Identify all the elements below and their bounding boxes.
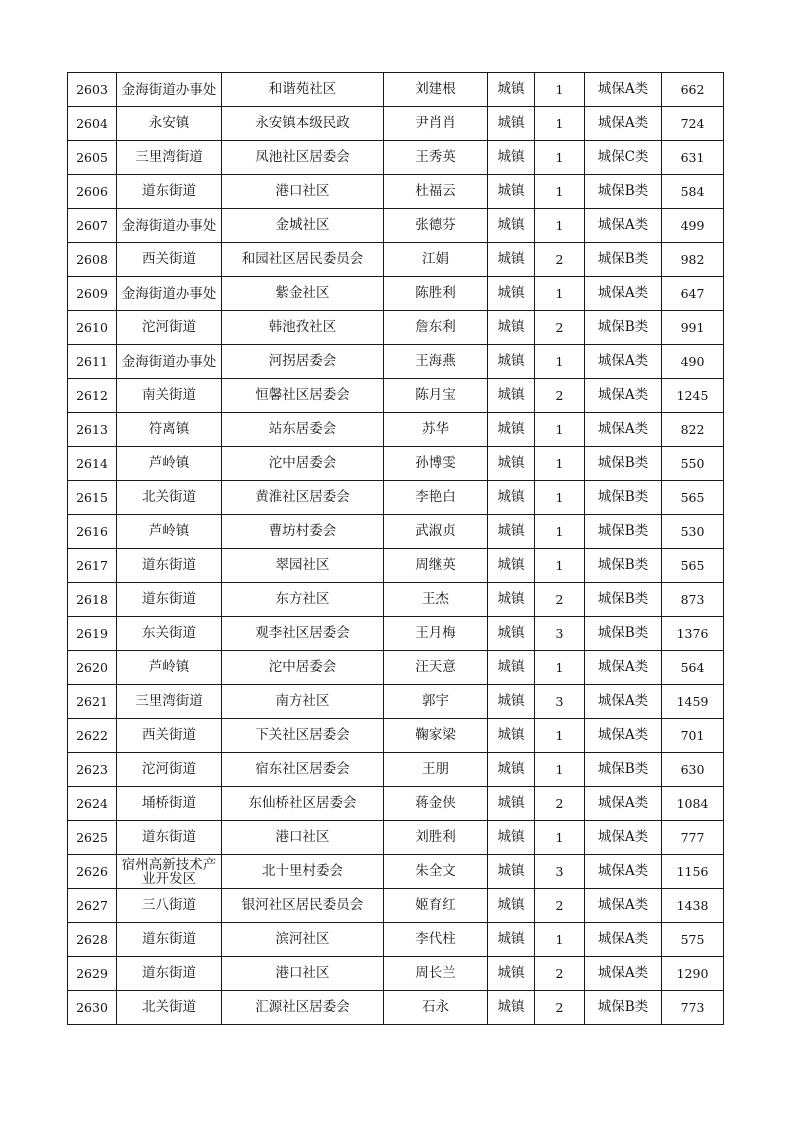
amount-cell: 565 [662,481,724,515]
count-cell: 2 [535,311,585,345]
table-row [68,855,724,889]
serial-number-cell: 2627 [68,889,117,923]
serial-number-cell: 2623 [68,753,117,787]
count-cell: 3 [535,617,585,651]
table-row [68,889,724,923]
street-cell: 芦岭镇 [117,515,222,549]
count-cell: 2 [535,583,585,617]
count-cell: 1 [535,447,585,481]
area-cell: 城镇 [488,991,535,1025]
name-cell: 刘建根 [384,73,488,107]
type-cell: 城保B类 [585,243,662,277]
type-cell: 城保B类 [585,447,662,481]
area-cell: 城镇 [488,107,535,141]
table-row [68,719,724,753]
serial-number-cell: 2630 [68,991,117,1025]
serial-number-cell: 2604 [68,107,117,141]
table-row [68,753,724,787]
table-row [68,651,724,685]
name-cell: 陈胜利 [384,277,488,311]
type-cell: 城保B类 [585,753,662,787]
name-cell: 石永 [384,991,488,1025]
type-cell: 城保B类 [585,617,662,651]
street-cell: 符离镇 [117,413,222,447]
table-row [68,379,724,413]
type-cell: 城保A类 [585,209,662,243]
amount-cell: 530 [662,515,724,549]
name-cell: 姬育红 [384,889,488,923]
area-cell: 城镇 [488,923,535,957]
serial-number-cell: 2611 [68,345,117,379]
area-cell: 城镇 [488,243,535,277]
name-cell: 江娟 [384,243,488,277]
amount-cell: 777 [662,821,724,855]
community-cell: 和园社区居民委员会 [222,243,384,277]
type-cell: 城保A类 [585,73,662,107]
count-cell: 1 [535,277,585,311]
count-cell: 1 [535,753,585,787]
type-cell: 城保A类 [585,685,662,719]
type-cell: 城保B类 [585,549,662,583]
type-cell: 城保A类 [585,345,662,379]
serial-number-cell: 2610 [68,311,117,345]
type-cell: 城保A类 [585,379,662,413]
type-cell: 城保A类 [585,957,662,991]
serial-number-cell: 2603 [68,73,117,107]
area-cell: 城镇 [488,311,535,345]
area-cell: 城镇 [488,889,535,923]
type-cell: 城保B类 [585,311,662,345]
table-row [68,277,724,311]
area-cell: 城镇 [488,685,535,719]
name-cell: 朱全文 [384,855,488,889]
count-cell: 1 [535,107,585,141]
community-cell: 港口社区 [222,821,384,855]
area-cell: 城镇 [488,787,535,821]
area-cell: 城镇 [488,209,535,243]
area-cell: 城镇 [488,651,535,685]
community-cell: 永安镇本级民政 [222,107,384,141]
street-cell: 三里湾街道 [117,685,222,719]
street-cell: 道东街道 [117,549,222,583]
street-cell: 沱河街道 [117,311,222,345]
amount-cell: 873 [662,583,724,617]
serial-number-cell: 2616 [68,515,117,549]
amount-cell: 564 [662,651,724,685]
area-cell: 城镇 [488,413,535,447]
amount-cell: 701 [662,719,724,753]
community-cell: 北十里村委会 [222,855,384,889]
count-cell: 1 [535,515,585,549]
name-cell: 孙博雯 [384,447,488,481]
serial-number-cell: 2625 [68,821,117,855]
area-cell: 城镇 [488,73,535,107]
community-cell: 沱中居委会 [222,651,384,685]
count-cell: 2 [535,957,585,991]
area-cell: 城镇 [488,379,535,413]
count-cell: 1 [535,549,585,583]
area-cell: 城镇 [488,141,535,175]
type-cell: 城保A类 [585,855,662,889]
serial-number-cell: 2606 [68,175,117,209]
community-cell: 黄淮社区居委会 [222,481,384,515]
name-cell: 李代柱 [384,923,488,957]
serial-number-cell: 2605 [68,141,117,175]
serial-number-cell: 2609 [68,277,117,311]
community-cell: 韩池孜社区 [222,311,384,345]
table-row [68,685,724,719]
amount-cell: 499 [662,209,724,243]
name-cell: 李艳白 [384,481,488,515]
street-cell: 道东街道 [117,583,222,617]
community-cell: 汇源社区居委会 [222,991,384,1025]
street-cell: 沱河街道 [117,753,222,787]
type-cell: 城保A类 [585,651,662,685]
count-cell: 1 [535,821,585,855]
area-cell: 城镇 [488,175,535,209]
name-cell: 杜福云 [384,175,488,209]
area-cell: 城镇 [488,583,535,617]
count-cell: 2 [535,991,585,1025]
type-cell: 城保B类 [585,175,662,209]
count-cell: 1 [535,73,585,107]
table-row [68,821,724,855]
community-cell: 滨河社区 [222,923,384,957]
type-cell: 城保B类 [585,583,662,617]
community-cell: 紫金社区 [222,277,384,311]
table-row [68,141,724,175]
name-cell: 王海燕 [384,345,488,379]
name-cell: 王月梅 [384,617,488,651]
amount-cell: 647 [662,277,724,311]
name-cell: 苏华 [384,413,488,447]
type-cell: 城保B类 [585,991,662,1025]
serial-number-cell: 2612 [68,379,117,413]
name-cell: 周长兰 [384,957,488,991]
table-row [68,787,724,821]
type-cell: 城保C类 [585,141,662,175]
street-cell: 西关街道 [117,243,222,277]
table-row [68,311,724,345]
serial-number-cell: 2624 [68,787,117,821]
street-cell: 金海街道办事处 [117,209,222,243]
amount-cell: 1376 [662,617,724,651]
count-cell: 3 [535,855,585,889]
amount-cell: 662 [662,73,724,107]
serial-number-cell: 2613 [68,413,117,447]
count-cell: 1 [535,923,585,957]
street-cell: 道东街道 [117,923,222,957]
area-cell: 城镇 [488,447,535,481]
street-cell: 北关街道 [117,481,222,515]
amount-cell: 982 [662,243,724,277]
table-body [68,73,724,1025]
area-cell: 城镇 [488,957,535,991]
community-cell: 宿东社区居委会 [222,753,384,787]
count-cell: 1 [535,481,585,515]
name-cell: 王杰 [384,583,488,617]
type-cell: 城保A类 [585,107,662,141]
table-row [68,175,724,209]
community-cell: 曹坊村委会 [222,515,384,549]
area-cell: 城镇 [488,617,535,651]
community-cell: 银河社区居民委员会 [222,889,384,923]
count-cell: 1 [535,345,585,379]
amount-cell: 724 [662,107,724,141]
name-cell: 刘胜利 [384,821,488,855]
amount-cell: 584 [662,175,724,209]
count-cell: 1 [535,651,585,685]
street-cell: 金海街道办事处 [117,345,222,379]
amount-cell: 1245 [662,379,724,413]
community-cell: 港口社区 [222,175,384,209]
amount-cell: 991 [662,311,724,345]
community-cell: 恒馨社区居委会 [222,379,384,413]
community-cell: 南方社区 [222,685,384,719]
type-cell: 城保A类 [585,821,662,855]
type-cell: 城保B类 [585,481,662,515]
street-cell: 埇桥街道 [117,787,222,821]
serial-number-cell: 2622 [68,719,117,753]
street-cell: 宿州高新技术产业开发区 [117,855,222,889]
count-cell: 1 [535,175,585,209]
type-cell: 城保A类 [585,277,662,311]
count-cell: 2 [535,379,585,413]
community-cell: 和谐苑社区 [222,73,384,107]
table-row [68,991,724,1025]
street-cell: 芦岭镇 [117,651,222,685]
type-cell: 城保B类 [585,515,662,549]
name-cell: 王朋 [384,753,488,787]
area-cell: 城镇 [488,821,535,855]
area-cell: 城镇 [488,855,535,889]
area-cell: 城镇 [488,345,535,379]
amount-cell: 1290 [662,957,724,991]
community-cell: 河拐居委会 [222,345,384,379]
amount-cell: 631 [662,141,724,175]
street-cell: 三八街道 [117,889,222,923]
area-cell: 城镇 [488,753,535,787]
serial-number-cell: 2615 [68,481,117,515]
records-table [67,72,724,1025]
serial-number-cell: 2620 [68,651,117,685]
table-row [68,957,724,991]
name-cell: 周继英 [384,549,488,583]
type-cell: 城保A类 [585,787,662,821]
type-cell: 城保A类 [585,719,662,753]
amount-cell: 1459 [662,685,724,719]
count-cell: 2 [535,889,585,923]
community-cell: 下关社区居委会 [222,719,384,753]
area-cell: 城镇 [488,481,535,515]
community-cell: 东方社区 [222,583,384,617]
street-cell: 金海街道办事处 [117,73,222,107]
street-cell: 道东街道 [117,821,222,855]
community-cell: 东仙桥社区居委会 [222,787,384,821]
count-cell: 1 [535,413,585,447]
street-cell: 东关街道 [117,617,222,651]
community-cell: 沱中居委会 [222,447,384,481]
street-cell: 芦岭镇 [117,447,222,481]
amount-cell: 550 [662,447,724,481]
street-cell: 金海街道办事处 [117,277,222,311]
name-cell: 汪天意 [384,651,488,685]
serial-number-cell: 2629 [68,957,117,991]
table-row [68,481,724,515]
serial-number-cell: 2619 [68,617,117,651]
serial-number-cell: 2618 [68,583,117,617]
count-cell: 1 [535,209,585,243]
table-row [68,923,724,957]
name-cell: 蒋金侠 [384,787,488,821]
amount-cell: 1084 [662,787,724,821]
community-cell: 港口社区 [222,957,384,991]
count-cell: 1 [535,719,585,753]
amount-cell: 630 [662,753,724,787]
community-cell: 金城社区 [222,209,384,243]
table-row [68,243,724,277]
amount-cell: 1438 [662,889,724,923]
street-cell: 南关街道 [117,379,222,413]
area-cell: 城镇 [488,515,535,549]
table-row [68,515,724,549]
name-cell: 詹东利 [384,311,488,345]
street-cell: 三里湾街道 [117,141,222,175]
serial-number-cell: 2628 [68,923,117,957]
table-row [68,107,724,141]
serial-number-cell: 2617 [68,549,117,583]
table-row [68,447,724,481]
count-cell: 2 [535,243,585,277]
amount-cell: 773 [662,991,724,1025]
amount-cell: 1156 [662,855,724,889]
type-cell: 城保A类 [585,413,662,447]
community-cell: 站东居委会 [222,413,384,447]
type-cell: 城保A类 [585,889,662,923]
street-cell: 西关街道 [117,719,222,753]
amount-cell: 575 [662,923,724,957]
area-cell: 城镇 [488,277,535,311]
street-cell: 道东街道 [117,957,222,991]
name-cell: 张德芬 [384,209,488,243]
name-cell: 陈月宝 [384,379,488,413]
area-cell: 城镇 [488,719,535,753]
amount-cell: 822 [662,413,724,447]
street-cell: 北关街道 [117,991,222,1025]
table-row [68,549,724,583]
area-cell: 城镇 [488,549,535,583]
table-row [68,413,724,447]
serial-number-cell: 2607 [68,209,117,243]
serial-number-cell: 2626 [68,855,117,889]
name-cell: 王秀英 [384,141,488,175]
type-cell: 城保A类 [585,923,662,957]
community-cell: 观李社区居委会 [222,617,384,651]
count-cell: 2 [535,787,585,821]
community-cell: 凤池社区居委会 [222,141,384,175]
count-cell: 3 [535,685,585,719]
serial-number-cell: 2608 [68,243,117,277]
community-cell: 翠园社区 [222,549,384,583]
count-cell: 1 [535,141,585,175]
table-row [68,583,724,617]
name-cell: 尹肖肖 [384,107,488,141]
serial-number-cell: 2621 [68,685,117,719]
table-row [68,209,724,243]
serial-number-cell: 2614 [68,447,117,481]
name-cell: 武淑贞 [384,515,488,549]
table-row [68,73,724,107]
street-cell: 道东街道 [117,175,222,209]
street-cell: 永安镇 [117,107,222,141]
name-cell: 鞠家梁 [384,719,488,753]
table-row [68,345,724,379]
table-row [68,617,724,651]
name-cell: 郭宇 [384,685,488,719]
amount-cell: 565 [662,549,724,583]
amount-cell: 490 [662,345,724,379]
